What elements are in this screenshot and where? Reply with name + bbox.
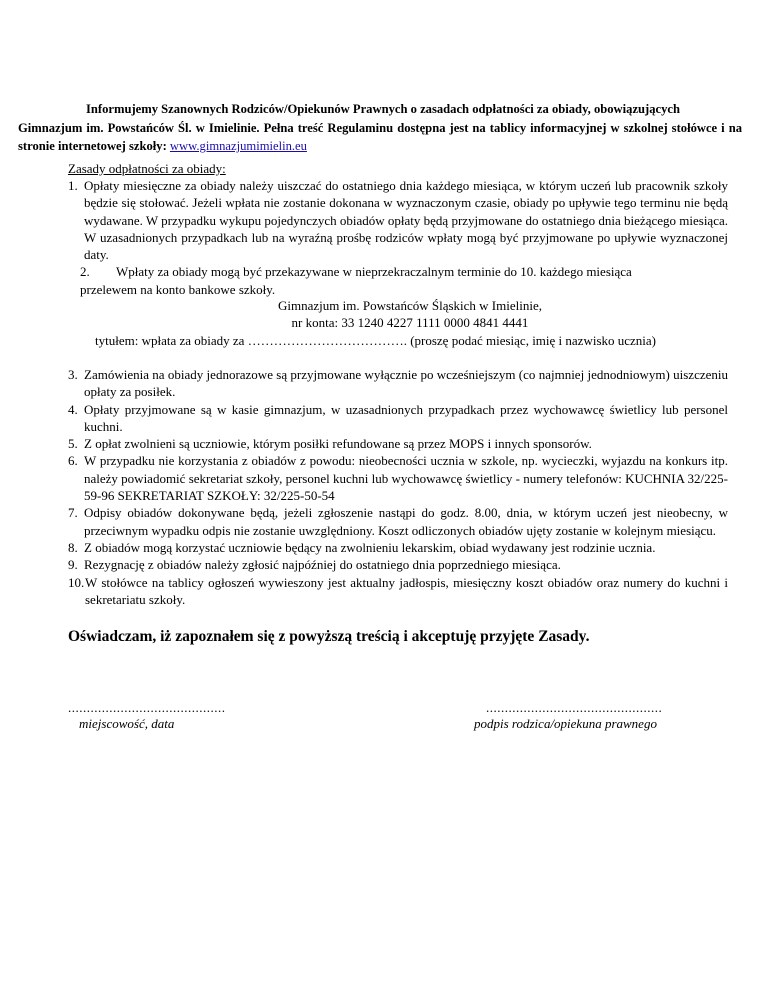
rule-text: W stołówce na tablicy ogłoszeń wywieszony jest aktualny jadłospis, miesięczny koszt obiadów oraz numery do kuchni i sekretariatu szkoły. bbox=[85, 574, 728, 607]
intro-paragraph bbox=[18, 100, 742, 156]
parent-signature-dotted-line: ............................................... bbox=[486, 700, 663, 715]
rule-item-5 bbox=[68, 435, 728, 452]
rule-item-10 bbox=[68, 574, 728, 609]
rule-number: 9. bbox=[68, 557, 78, 573]
rule-item-2-continuation: przelewem na konto bankowe szkoły. bbox=[80, 282, 276, 297]
rule-number: 4. bbox=[68, 401, 78, 417]
rule-text: Zamówienia na obiady jednorazowe są przyjmowane wyłącznie po wcześniejszym (co najmniej jednodniowym) uiszczeniu opłaty za posiłek. bbox=[84, 367, 728, 400]
rule-text: W przypadku nie korzystania z obiadów z powodu: nieobecności ucznia w szkole, np. wycieczki, wyjazdu na konkurs itp. należy powiadomić sekretariat szkoły, personel kuchni lub wychowawcę świetlicy - numery telefonów: KUCHNIA 32/225-59-96 SEKRETARIAT SZKOŁY: 32/225-50-54 bbox=[84, 453, 728, 504]
rule-item-4 bbox=[68, 401, 728, 436]
declaration-statement: Oświadczam, iż zapoznałem się z powyższą treścią i akceptuję przyjęte Zasady. bbox=[68, 628, 590, 645]
rule-number: 6. bbox=[68, 453, 78, 469]
bank-transfer-title: tytułem: wpłata za obiady za ………………………………. (proszę podać miesiąc, imię i nazwisko ucznia) bbox=[95, 333, 657, 348]
parent-signature-label: podpis rodzica/opiekuna prawnego bbox=[474, 716, 657, 731]
rule-text: Z obiadów mogą korzystać uczniowie będący na zwolnieniu lekarskim, obiad wydawany jest rodzinie ucznia. bbox=[84, 539, 656, 555]
rule-item-6 bbox=[68, 452, 728, 504]
rule-text: Wpłaty za obiady mogą być przekazywane w nieprzekraczalnym terminie do 10. każdego miesiąca bbox=[116, 264, 632, 279]
place-date-signature-field bbox=[68, 700, 226, 732]
rule-text: Opłaty miesięczne za obiady należy uiszczać do ostatniego dnia każdego miesiąca, w którym uczeń lub pracownik szkoły będzie się stołować. Jeżeli wpłata nie zostanie dokonana w wyznaczonym czasie, obiady po upływie tego terminu nie będą wydawane. W przypadku wykupu pojedynczych obiadów opłaty będą przyjmowane do ostatniego dnia bieżącego miesiąca. W uzasadnionych przypadkach lub na wyraźną prośbę rodziców wpłaty mogą być przyjmowane po upływie wyznaczonej daty. bbox=[84, 178, 728, 263]
rule-text: Rezygnację z obiadów należy zgłosić najpóźniej do ostatniego dnia poprzedniego miesiąca. bbox=[84, 557, 561, 573]
rule-item-1 bbox=[68, 177, 728, 263]
intro-line-2: Gimnazjum im. Powstańców Śl. w Imielinie. Pełna treść Regulaminu dostępna jest na tablicy informacyjnej w szkolnej stołówce i na stronie internetowej szkoły: bbox=[18, 120, 742, 153]
rule-item-7 bbox=[68, 504, 728, 539]
rule-text: Opłaty przyjmowane są w kasie gimnazjum, w uzasadnionych przypadkach przez wychowawcę świetlicy lub personel kuchni. bbox=[84, 401, 728, 434]
place-date-dotted-line: .......................................... bbox=[68, 700, 226, 715]
parent-signature-field bbox=[474, 700, 662, 732]
rule-item-3 bbox=[68, 366, 728, 401]
rules-list-part-2 bbox=[68, 366, 728, 608]
rules-heading: Zasady odpłatności za obiady: bbox=[68, 161, 226, 176]
bank-account-number: nr konta: 33 1240 4227 1111 0000 4841 4441 bbox=[291, 315, 529, 330]
rule-item-2 bbox=[80, 263, 728, 280]
school-website-link[interactable]: www.gimnazjumimielin.eu bbox=[169, 139, 307, 153]
rule-number: 1. bbox=[68, 178, 78, 193]
bank-school-name: Gimnazjum im. Powstańców Śląskich w Imielinie, bbox=[278, 298, 542, 313]
intro-line-1: Informujemy Szanownych Rodziców/Opiekunów Prawnych o zasadach odpłatności za obiady, obowiązujących bbox=[85, 102, 681, 116]
rules-list-part-1 bbox=[68, 177, 728, 263]
place-date-label: miejscowość, data bbox=[79, 716, 175, 731]
rule-number: 7. bbox=[68, 505, 78, 521]
rule-item-9 bbox=[68, 556, 728, 573]
rule-number: 2. bbox=[80, 264, 90, 279]
rule-text: Odpisy obiadów dokonywane będą, jeżeli zgłoszenie nastąpi do godz. 8.00, dnia, w którym uczeń jest nieobecny, w przeciwnym wypadku odpis nie zostanie uwzględniony. Koszt odliczonych obiadów ujęty zostanie w kolejnym miesiącu. bbox=[84, 505, 728, 538]
rule-number: 3. bbox=[68, 367, 78, 382]
rule-number: 8. bbox=[68, 539, 78, 555]
rule-number: 5. bbox=[68, 436, 78, 452]
rule-item-8 bbox=[68, 539, 728, 556]
rule-text: Z opłat zwolnieni są uczniowie, którym posiłki refundowane są przez MOPS i innych sponsorów. bbox=[84, 436, 592, 452]
rule-number: 10. bbox=[68, 574, 85, 590]
